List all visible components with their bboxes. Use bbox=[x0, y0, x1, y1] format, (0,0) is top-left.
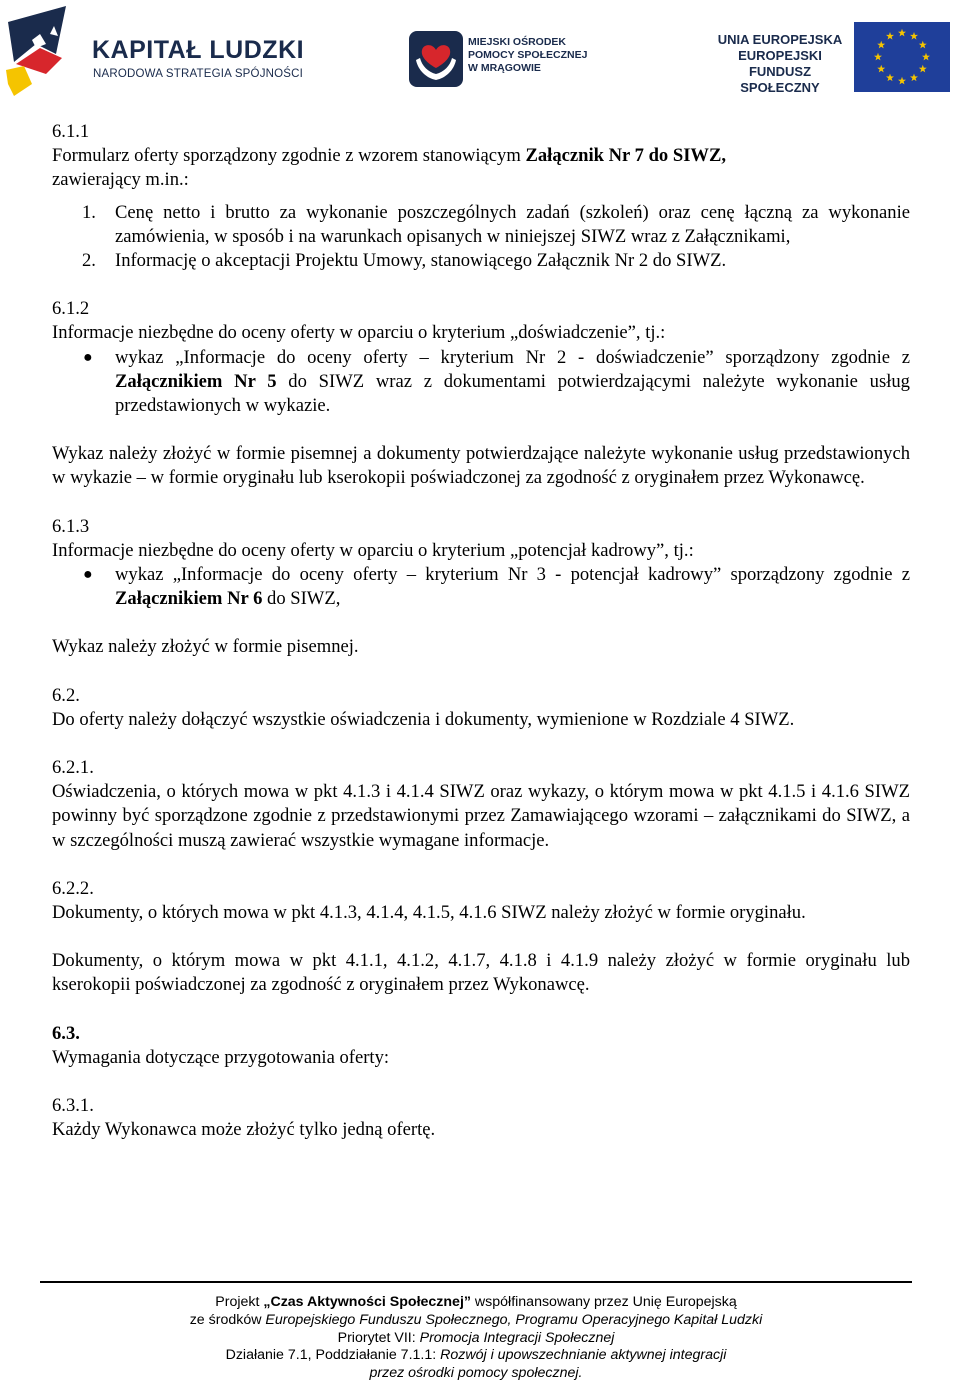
footer-line: przez ośrodki pomocy społecznej. bbox=[369, 1365, 583, 1382]
section-612-paragraph: Wykaz należy złożyć w formie pisemnej a dokumenty potwierdzające należyte wykonanie usług przedstawionych w wykazie – w formie oryginału lub kserokopii poświadczonej za zgodność z oryginałem przez Wykonawcę. bbox=[52, 443, 910, 489]
section-612-heading: Informacje niezbędne do oceny oferty w oparciu o kryterium „doświadczenie”, tj.: bbox=[52, 322, 666, 344]
section-621-text: Oświadczenia, o których mowa w pkt 4.1.3 i 4.1.4 SIWZ oraz wykazy, o którym mowa w pkt 4.1.5 i 4.1.6 SIWZ powinny być sporządzone zgodnie z przedstawionymi przez Zamawiającego wzorami – załącznikami do SIWZ, a w szczególności muszą zawierać wszystkie wymagane informacje. bbox=[52, 781, 910, 851]
page-header bbox=[0, 0, 960, 110]
section-613-list bbox=[52, 563, 910, 611]
list-item: 1. Cenę netto i brutto za wykonanie poszczególnych zadań (szkoleń) oraz cenę łączną za wykonanie zamówienia, w sposób i na warunkach opisanych w niniejszej SIWZ wraz z Załącznikami, bbox=[82, 201, 910, 247]
section-62-text: Do oferty należy dołączyć wszystkie oświadczenia i dokumenty, wymienione w Rozdziale 4 SIWZ. bbox=[52, 708, 795, 730]
section-611-list bbox=[52, 201, 910, 274]
section-611-intro: Formularz oferty sporządzony zgodnie z wzorem stanowiącym Załącznik Nr 7 do SIWZ, zawierający m.in.: bbox=[52, 145, 727, 191]
page-footer bbox=[40, 1294, 912, 1383]
list-item: ● wykaz „Informacje do oceny oferty – kryterium Nr 3 - potencjał kadrowy” sporządzony zgodnie z Załącznikiem Nr 6 do SIWZ, bbox=[83, 564, 910, 610]
section-622-text-1: Dokumenty, o których mowa w pkt 4.1.3, 4.1.4, 4.1.5, 4.1.6 SIWZ należy złożyć w formie oryginału. bbox=[52, 902, 806, 924]
section-63-text: Wymagania dotyczące przygotowania oferty: bbox=[52, 1046, 390, 1068]
section-613-heading: Informacje niezbędne do oceny oferty w oparciu o kryterium „potencjał kadrowy”, tj.: bbox=[52, 539, 694, 561]
section-number: 6.2. bbox=[52, 684, 80, 706]
footer-line: Działanie 7.1, Poddziałanie 7.1.1: Rozwój i upowszechnianie aktywnej integracji bbox=[225, 1347, 727, 1364]
section-number: 6.2.1. bbox=[52, 757, 94, 779]
list-item: 2. Informację o akceptacji Projektu Umowy, stanowiącego Załącznik Nr 2 do SIWZ. bbox=[82, 250, 727, 272]
section-number: 6.2.2. bbox=[52, 877, 94, 899]
mops-logo bbox=[408, 30, 608, 90]
hands-heart-icon bbox=[408, 30, 464, 88]
footer-divider bbox=[40, 1281, 912, 1283]
footer-line: Projekt „Czas Aktywności Społecznej” współfinansowany przez Unię Europejską bbox=[215, 1294, 737, 1310]
footer-line: ze środków Europejskiego Funduszu Społecznego, Programu Operacyjnego Kapitał Ludzki bbox=[189, 1311, 763, 1328]
section-number: 6.1.2 bbox=[52, 298, 90, 320]
logo-subtitle: NARODOWA STRATEGIA SPÓJNOŚCI bbox=[93, 68, 304, 80]
section-number: 6.1.1 bbox=[52, 121, 90, 142]
bullet-icon: ● bbox=[83, 566, 93, 584]
mops-name: MIEJSKI OŚRODEK POMOCY SPOŁECZNEJ W MRĄGOWIE bbox=[468, 36, 588, 74]
eu-flag-icon bbox=[854, 22, 950, 92]
kapital-ludzki-logo bbox=[6, 4, 306, 100]
footer-line: Priorytet VII: Promocja Integracji Społecznej bbox=[337, 1329, 615, 1346]
section-number: 6.3. bbox=[52, 1022, 80, 1044]
section-number: 6.3.1. bbox=[52, 1095, 94, 1117]
section-631-text: Każdy Wykonawca może złożyć tylko jedną ofertę. bbox=[52, 1119, 436, 1141]
kapital-ludzki-emblem-icon bbox=[6, 4, 86, 100]
eu-efs-logo bbox=[702, 22, 952, 94]
document-body bbox=[52, 120, 910, 1143]
eu-logo-text: UNIA EUROPEJSKA EUROPEJSKI FUNDUSZ SPOŁECZNY bbox=[717, 32, 843, 95]
section-number: 6.1.3 bbox=[52, 515, 90, 537]
section-612-list bbox=[52, 346, 910, 419]
section-613-paragraph: Wykaz należy złożyć w formie pisemnej. bbox=[52, 636, 359, 658]
section-622-text-2: Dokumenty, o którym mowa w pkt 4.1.1, 4.1.2, 4.1.7, 4.1.8 i 4.1.9 należy złożyć w formie oryginału lub kserokopii poświadczonej za zgodność z oryginałem przez Wykonawcę. bbox=[52, 950, 910, 996]
bullet-icon: ● bbox=[83, 348, 93, 366]
logo-title: KAPITAŁ LUDZKI bbox=[92, 36, 305, 64]
list-item: ● wykaz „Informacje do oceny oferty – kryterium Nr 2 - doświadczenie” sporządzony zgodnie z Załącznikiem Nr 5 do SIWZ wraz z dokumentami potwierdzającymi należyte wykonanie usług przedstawionych w wykazie. bbox=[83, 346, 910, 417]
